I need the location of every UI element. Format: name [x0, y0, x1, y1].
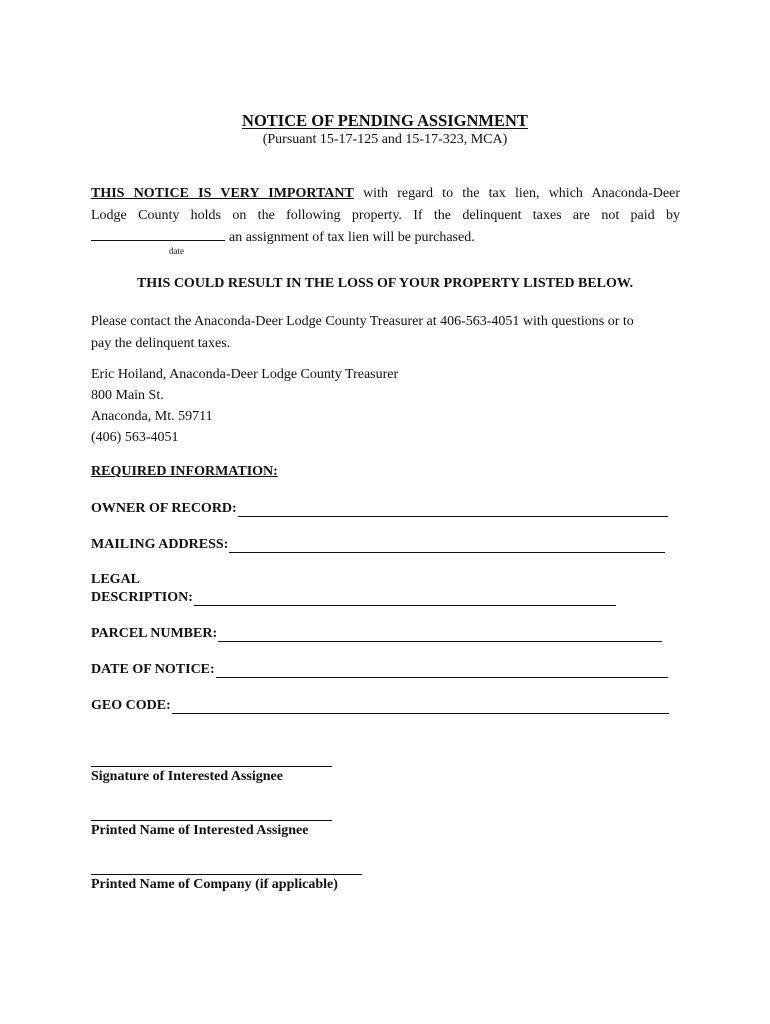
date-caption: date: [169, 246, 184, 256]
notice-paragraph: [91, 183, 680, 249]
mailing-address-field[interactable]: [91, 537, 665, 553]
notice-line-3-rest: an assignment of tax lien will be purchased.: [229, 230, 475, 245]
signature-line[interactable]: [91, 766, 332, 767]
treasurer-phone: (406) 563-4051: [91, 430, 179, 445]
geo-code-field[interactable]: [91, 698, 669, 714]
company-name-label: Printed Name of Company (if applicable): [91, 877, 338, 892]
notice-line-1: [91, 183, 680, 205]
page-subtitle: (Pursuant 15-17-125 and 15-17-323, MCA): [262, 132, 508, 147]
signature-label: Signature of Interested Assignee: [91, 769, 283, 784]
parcel-number-label: PARCEL NUMBER:: [91, 626, 218, 641]
contact-line-2: pay the delinquent taxes.: [91, 335, 231, 351]
geo-code-line[interactable]: [172, 699, 669, 714]
legal-description-label: DESCRIPTION:: [91, 590, 193, 605]
notice-lead: THIS NOTICE IS VERY IMPORTANT: [91, 186, 354, 201]
contact-line-1: Please contact the Anaconda-Deer Lodge County Treasurer at 406-563-4051 with questions or to: [91, 314, 634, 329]
printed-name-line[interactable]: [91, 820, 332, 821]
notice-line-1-rest: with regard to the tax lien, which Anaconda-Deer: [353, 186, 680, 201]
date-of-notice-label: DATE OF NOTICE:: [91, 662, 215, 677]
owner-of-record-field[interactable]: [91, 501, 668, 517]
treasurer-city: Anaconda, Mt. 59711: [91, 409, 213, 424]
treasurer-name: Eric Hoiland, Anaconda-Deer Lodge County Treasurer: [91, 367, 399, 382]
treasurer-street: 800 Main St.: [91, 388, 164, 403]
date-blank-line[interactable]: [91, 226, 225, 241]
date-of-notice-line[interactable]: [216, 663, 668, 678]
mailing-address-label: MAILING ADDRESS:: [91, 537, 229, 552]
required-information-heading: REQUIRED INFORMATION:: [91, 464, 278, 479]
notice-line-2: Lodge County holds on the following property. If the delinquent taxes are not paid by: [91, 207, 680, 223]
company-name-line[interactable]: [91, 874, 362, 875]
treasurer-address: [91, 364, 680, 448]
geo-code-label: GEO CODE:: [91, 698, 171, 713]
legal-description-field[interactable]: [91, 590, 616, 606]
date-of-notice-field[interactable]: [91, 662, 668, 678]
owner-of-record-label: OWNER OF RECORD:: [91, 501, 237, 516]
owner-of-record-line[interactable]: [238, 502, 668, 517]
contact-paragraph: [91, 311, 680, 354]
legal-description-line[interactable]: [194, 591, 616, 606]
parcel-number-line[interactable]: [218, 627, 662, 642]
loss-warning: THIS COULD RESULT IN THE LOSS OF YOUR PROPERTY LISTED BELOW.: [136, 276, 634, 291]
page-title: NOTICE OF PENDING ASSIGNMENT: [242, 111, 528, 130]
legal-label-1: LEGAL: [91, 572, 141, 587]
parcel-number-field[interactable]: [91, 626, 662, 642]
printed-name-label: Printed Name of Interested Assignee: [91, 823, 309, 838]
mailing-address-line[interactable]: [229, 538, 665, 553]
